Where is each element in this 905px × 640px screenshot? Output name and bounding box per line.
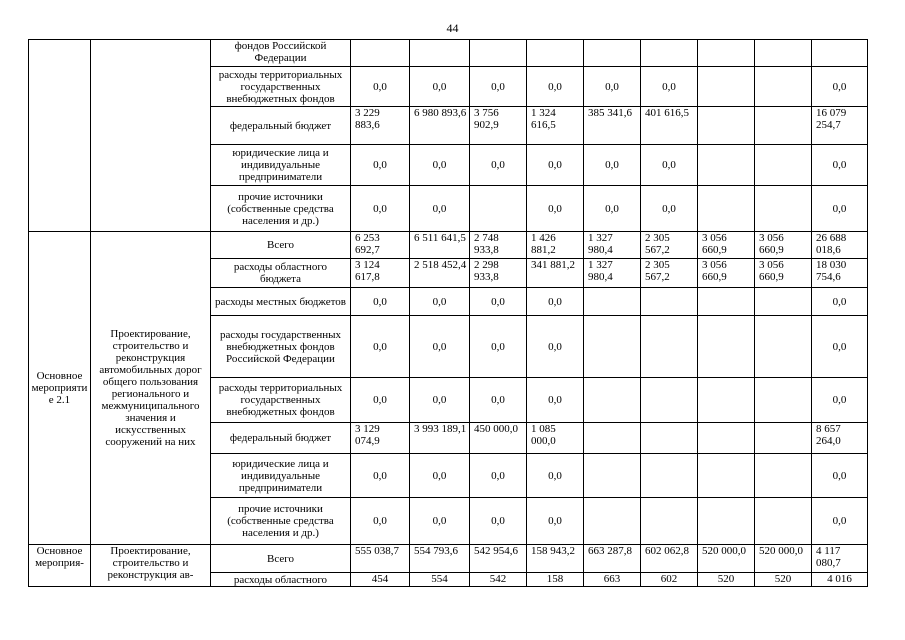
value-cell: [755, 316, 812, 378]
budget-table-body: [29, 40, 905, 587]
value-cell: 6 253 692,7: [351, 232, 410, 259]
funding-source-cell: расходы территориальных государственных внебюджетных фондов: [211, 378, 351, 423]
value-cell: 0,0: [410, 378, 470, 423]
value-cell: 26 688 018,6: [812, 232, 868, 259]
value-cell: 0,0: [410, 454, 470, 498]
value-cell: 8 657 264,0: [812, 423, 868, 454]
value-cell: 0,0: [470, 454, 527, 498]
value-cell: 554: [410, 573, 470, 587]
value-cell: 3 056 660,9: [698, 259, 755, 288]
measure-code-cell: Основное мероприя-: [29, 545, 91, 587]
value-cell: [755, 107, 812, 145]
value-cell: 0,0: [351, 454, 410, 498]
value-cell: 0,0: [527, 498, 584, 545]
value-cell: 555 038,7: [351, 545, 410, 573]
value-cell: 602: [641, 573, 698, 587]
funding-source-cell: юридические лица и индивидуальные предприниматели: [211, 145, 351, 186]
funding-source-cell: расходы государственных внебюджетных фондов Российской Федерации: [211, 316, 351, 378]
table-row: [29, 232, 905, 259]
value-cell: 520: [755, 573, 812, 587]
value-cell: 3 056 660,9: [698, 232, 755, 259]
funding-source-cell: расходы местных бюджетов: [211, 288, 351, 316]
value-cell: 0,0: [351, 316, 410, 378]
value-cell: 520 000,0: [755, 545, 812, 573]
funding-source-cell: федеральный бюджет: [211, 423, 351, 454]
value-cell: 0,0: [812, 145, 868, 186]
value-cell: [698, 498, 755, 545]
funding-source-cell: Всего: [211, 545, 351, 573]
funding-source-cell: федеральный бюджет: [211, 107, 351, 145]
value-cell: [470, 186, 527, 232]
value-cell: 0,0: [584, 67, 641, 107]
value-cell: 602 062,8: [641, 545, 698, 573]
value-cell: 542 954,6: [470, 545, 527, 573]
value-cell: [698, 67, 755, 107]
value-cell: [641, 423, 698, 454]
value-cell: [584, 288, 641, 316]
value-cell: 520 000,0: [698, 545, 755, 573]
value-cell: 3 056 660,9: [755, 232, 812, 259]
value-cell: [755, 378, 812, 423]
value-cell: 0,0: [812, 186, 868, 232]
value-cell: 158: [527, 573, 584, 587]
value-cell: [470, 40, 527, 67]
value-cell: 0,0: [812, 316, 868, 378]
value-cell: 0,0: [584, 145, 641, 186]
value-cell: 663: [584, 573, 641, 587]
value-cell: 0,0: [527, 316, 584, 378]
value-cell: 554 793,6: [410, 545, 470, 573]
value-cell: 158 943,2: [527, 545, 584, 573]
value-cell: [584, 378, 641, 423]
value-cell: 2 748 933,8: [470, 232, 527, 259]
value-cell: 0,0: [812, 498, 868, 545]
value-cell: [698, 186, 755, 232]
value-cell: 0,0: [527, 67, 584, 107]
value-cell: 0,0: [351, 288, 410, 316]
value-cell: [698, 316, 755, 378]
value-cell: [755, 67, 812, 107]
value-cell: [698, 40, 755, 67]
value-cell: 0,0: [410, 186, 470, 232]
value-cell: 4 016: [812, 573, 868, 587]
value-cell: 450 000,0: [470, 423, 527, 454]
value-cell: 6 980 893,6: [410, 107, 470, 145]
value-cell: [641, 378, 698, 423]
value-cell: 663 287,8: [584, 545, 641, 573]
value-cell: 0,0: [470, 316, 527, 378]
value-cell: 0,0: [351, 67, 410, 107]
value-cell: 401 616,5: [641, 107, 698, 145]
value-cell: 0,0: [527, 288, 584, 316]
value-cell: 0,0: [527, 186, 584, 232]
value-cell: 0,0: [470, 498, 527, 545]
value-cell: 0,0: [410, 67, 470, 107]
value-cell: [812, 40, 868, 67]
value-cell: [584, 454, 641, 498]
value-cell: [351, 40, 410, 67]
funding-source-cell: Всего: [211, 232, 351, 259]
value-cell: [527, 40, 584, 67]
value-cell: 1 327 980,4: [584, 259, 641, 288]
table-row: [29, 40, 905, 67]
value-cell: [584, 316, 641, 378]
value-cell: 0,0: [470, 288, 527, 316]
measure-code-cell: Основное мероприятие 2.1: [29, 232, 91, 545]
value-cell: 0,0: [470, 145, 527, 186]
value-cell: 3 124 617,8: [351, 259, 410, 288]
value-cell: [698, 454, 755, 498]
funding-source-cell: прочие источники (собственные средства населения и др.): [211, 498, 351, 545]
value-cell: [641, 316, 698, 378]
value-cell: 0,0: [351, 186, 410, 232]
value-cell: 341 881,2: [527, 259, 584, 288]
value-cell: 3 229 883,6: [351, 107, 410, 145]
value-cell: [755, 40, 812, 67]
value-cell: 0,0: [527, 454, 584, 498]
value-cell: [641, 40, 698, 67]
value-cell: [641, 288, 698, 316]
value-cell: [641, 498, 698, 545]
value-cell: 2 518 452,4: [410, 259, 470, 288]
value-cell: 454: [351, 573, 410, 587]
value-cell: 0,0: [812, 454, 868, 498]
value-cell: [410, 40, 470, 67]
value-cell: 0,0: [641, 67, 698, 107]
funding-source-cell: расходы областного бюджета: [211, 259, 351, 288]
value-cell: 0,0: [527, 378, 584, 423]
value-cell: 1 327 980,4: [584, 232, 641, 259]
value-cell: 3 756 902,9: [470, 107, 527, 145]
value-cell: [698, 288, 755, 316]
value-cell: [698, 145, 755, 186]
value-cell: 0,0: [584, 186, 641, 232]
value-cell: 0,0: [470, 378, 527, 423]
value-cell: 0,0: [410, 498, 470, 545]
value-cell: [755, 288, 812, 316]
table-row: [29, 545, 905, 573]
value-cell: 385 341,6: [584, 107, 641, 145]
measure-code-cell: [29, 40, 91, 232]
page-number: 44: [446, 21, 459, 35]
funding-source-cell: расходы областного: [211, 573, 351, 587]
value-cell: [584, 423, 641, 454]
value-cell: [698, 378, 755, 423]
measure-description-cell: Проектирование, строительство и реконструкция автомобильных дорог общего пользования регионального и межмуниципального значения и искусственных сооружений на них: [91, 232, 211, 545]
value-cell: 0,0: [641, 145, 698, 186]
value-cell: 0,0: [812, 288, 868, 316]
value-cell: 0,0: [410, 316, 470, 378]
funding-source-cell: фондов Российской Федерации: [211, 40, 351, 67]
value-cell: 0,0: [527, 145, 584, 186]
value-cell: 1 324 616,5: [527, 107, 584, 145]
value-cell: 16 079 254,7: [812, 107, 868, 145]
value-cell: [698, 107, 755, 145]
measure-description-cell: [91, 40, 211, 232]
value-cell: 0,0: [351, 378, 410, 423]
value-cell: 0,0: [351, 145, 410, 186]
value-cell: [755, 498, 812, 545]
value-cell: 0,0: [410, 145, 470, 186]
value-cell: [584, 498, 641, 545]
value-cell: [755, 454, 812, 498]
value-cell: 2 298 933,8: [470, 259, 527, 288]
value-cell: 0,0: [812, 67, 868, 107]
value-cell: 0,0: [351, 498, 410, 545]
value-cell: 0,0: [641, 186, 698, 232]
value-cell: 520: [698, 573, 755, 587]
value-cell: 3 993 189,1: [410, 423, 470, 454]
value-cell: 542: [470, 573, 527, 587]
value-cell: 6 511 641,5: [410, 232, 470, 259]
value-cell: 2 305 567,2: [641, 259, 698, 288]
value-cell: [584, 40, 641, 67]
value-cell: 0,0: [812, 378, 868, 423]
value-cell: [755, 423, 812, 454]
value-cell: 1 426 881,2: [527, 232, 584, 259]
value-cell: 2 305 567,2: [641, 232, 698, 259]
value-cell: 18 030 754,6: [812, 259, 868, 288]
budget-table: [28, 39, 905, 587]
value-cell: 3 129 074,9: [351, 423, 410, 454]
funding-source-cell: прочие источники (собственные средства населения и др.): [211, 186, 351, 232]
funding-source-cell: юридические лица и индивидуальные предприниматели: [211, 454, 351, 498]
funding-source-cell: расходы территориальных государственных внебюджетных фондов: [211, 67, 351, 107]
value-cell: 0,0: [470, 67, 527, 107]
measure-description-cell: Проектирование, строительство и реконструкция ав-: [91, 545, 211, 587]
value-cell: 4 117 080,7: [812, 545, 868, 573]
value-cell: 1 085 000,0: [527, 423, 584, 454]
value-cell: [755, 186, 812, 232]
value-cell: [698, 423, 755, 454]
value-cell: [641, 454, 698, 498]
value-cell: 0,0: [410, 288, 470, 316]
value-cell: [755, 145, 812, 186]
value-cell: 3 056 660,9: [755, 259, 812, 288]
